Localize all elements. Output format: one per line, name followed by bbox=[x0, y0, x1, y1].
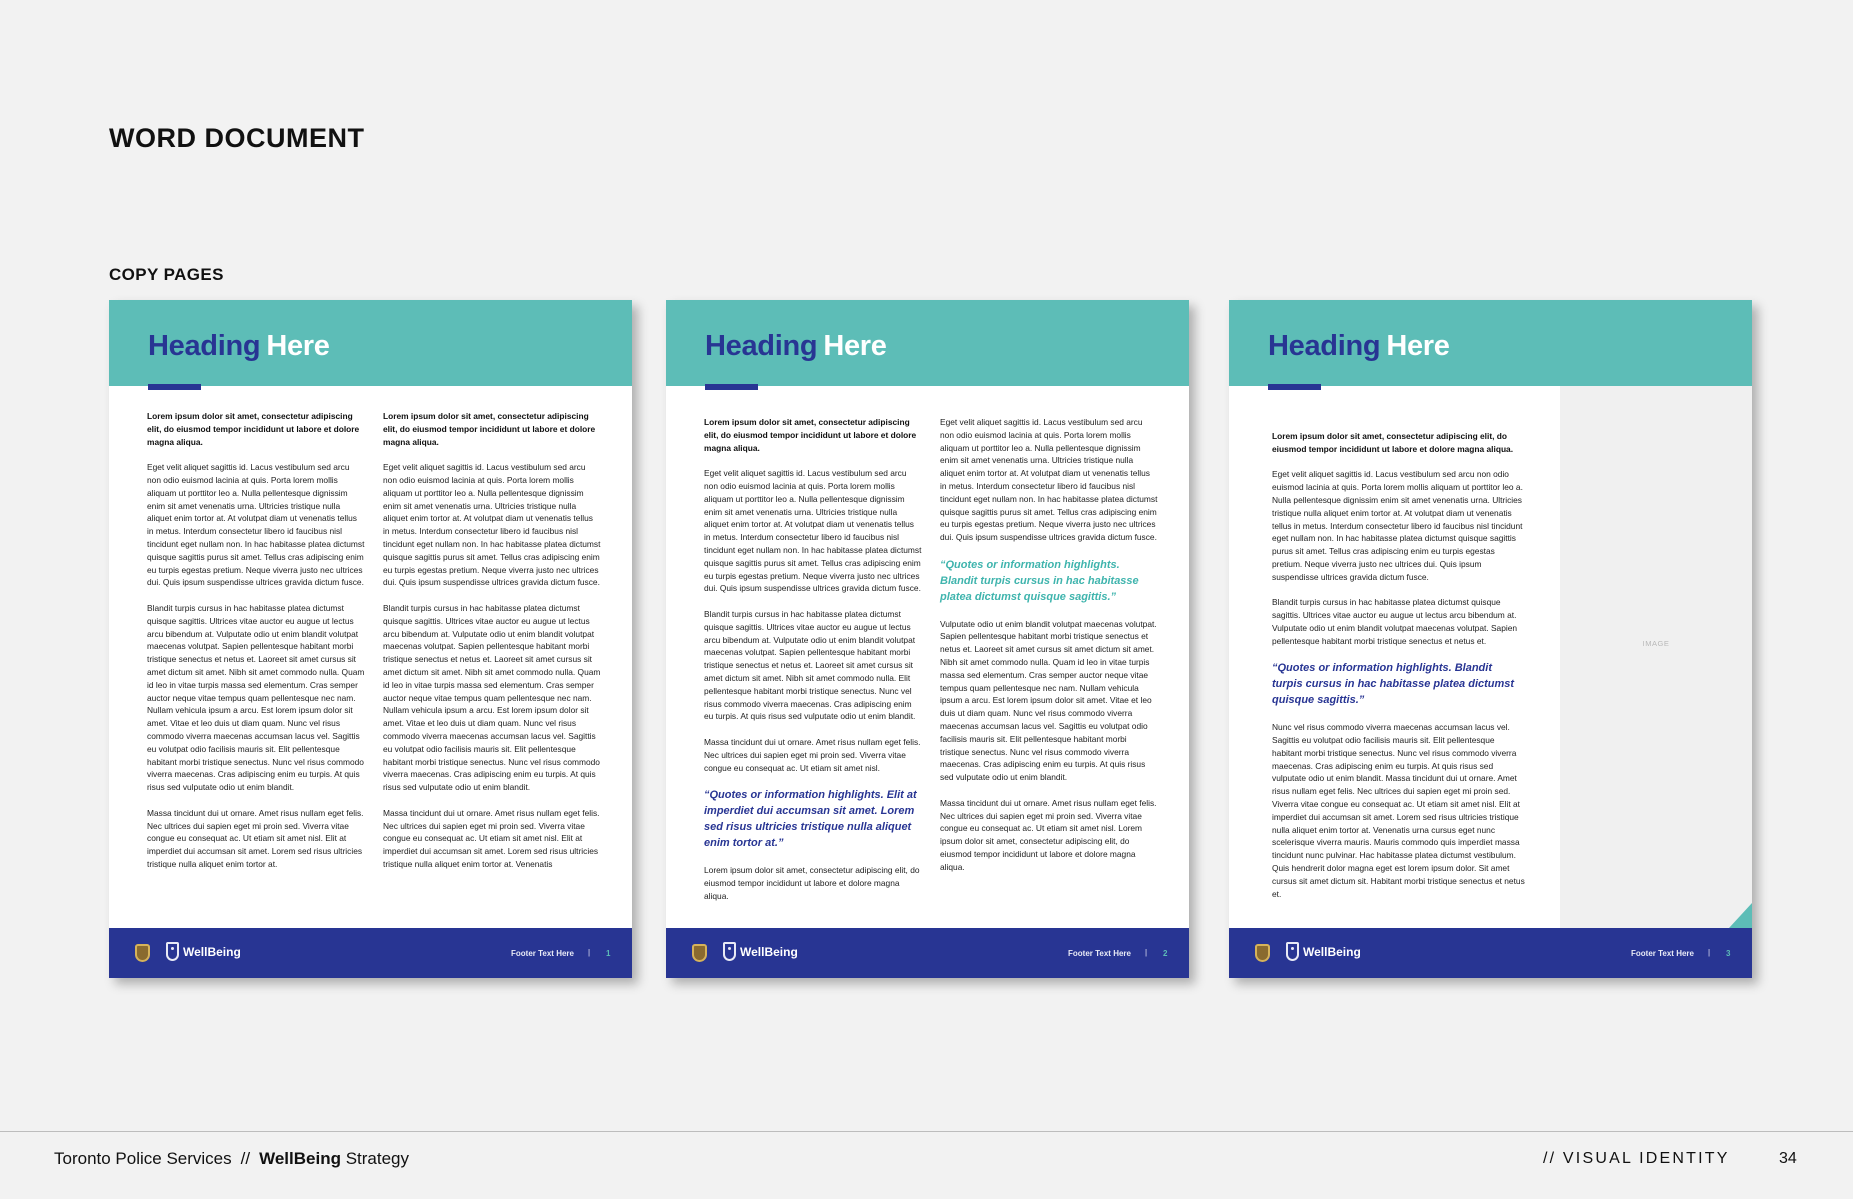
pull-quote: “Quotes or information highlights. Blandit turpis cursus in hac habitasse platea dictumst quisque sagittis.” bbox=[1272, 662, 1515, 707]
org-name: Toronto Police Services bbox=[54, 1149, 232, 1168]
page-header bbox=[666, 300, 1189, 386]
police-crest-icon bbox=[1255, 944, 1270, 962]
page-heading: Heading Here bbox=[148, 330, 330, 362]
brand-name: WellBeing bbox=[183, 945, 241, 959]
slide-footer-left bbox=[54, 1149, 409, 1169]
text-column bbox=[1272, 430, 1525, 913]
copy-page-1 bbox=[109, 300, 632, 978]
lead-paragraph: Lorem ipsum dolor sit amet, consectetur adipiscing elit, do eiusmod tempor incididunt ut labore et dolore magna aliqua. bbox=[147, 411, 360, 447]
police-crest-icon bbox=[135, 944, 150, 962]
pull-quote: “Quotes or information highlights. Blandit turpis cursus in hac habitasse platea dictumst quisque sagittis.” bbox=[940, 558, 1139, 603]
body-paragraph: Massa tincidunt dui ut ornare. Amet risus nullam eget felis. Nec ultrices dui sapien eget mi proin sed. Viverra vitae congue eu consequat ac. Ut etiam sit amet nisl. Elit at imperdiet dui accumsan sit amet. Lorem sed risus ultricies tristique nulla aliquet enim tortor at. Venenatis bbox=[383, 807, 600, 869]
image-label: IMAGE bbox=[1642, 639, 1670, 648]
text-column-right bbox=[383, 410, 601, 883]
footer-text: Footer Text Here bbox=[511, 949, 574, 958]
heading-accent-bar bbox=[148, 384, 201, 390]
body-paragraph: Massa tincidunt dui ut ornare. Amet risus nullam eget felis. Nec ultrices dui sapien eget mi proin sed. Viverra vitae congue eu consequat ac. Ut etiam sit amet nisl. bbox=[704, 736, 921, 773]
text-column-left bbox=[147, 410, 365, 883]
strategy-name-bold: WellBeing bbox=[259, 1149, 341, 1168]
body-paragraph: Vulputate odio ut enim blandit volutpat maecenas volutpat. Sapien pellentesque habitant morbi tristique senectus et netus et. Laoreet sit amet cursus sit amet dictum sit amet. Nibh sit amet commodo nulla. Quam id leo in vitae turpis massa sed elementum. Cras semper auctor neque vitae tempus quam pellentesque nec nam. Nullam vehicula ipsum a arcu. Est lorem ipsum dolor sit amet. Vitae et leo duis ut diam quam. Nunc vel risus commodo viverra maecenas accumsan lacus vel. Sagittis eu volutpat odio facilisis mauris sit. Elit pellentesque habitant morbi tristique senectus. Nunc vel risus commodo viverra maecenas. Cras adipiscing enim eu turpis. At quis risus sed vulputate odio ut enim blandit. bbox=[940, 618, 1157, 783]
body-paragraph: Lorem ipsum dolor sit amet, consectetur adipiscing elit, do eiusmod tempor incididunt ut labore et dolore magna aliqua. bbox=[704, 864, 920, 901]
footer-separator: | bbox=[588, 948, 591, 957]
page-header bbox=[109, 300, 632, 386]
page-footer bbox=[666, 928, 1189, 978]
wellbeing-shield-icon bbox=[166, 942, 179, 961]
pull-quote: “Quotes or information highlights. Elit at imperdiet dui accumsan sit amet. Lorem sed risus ultricies tristique nulla aliquet enim tortor at.” bbox=[704, 789, 917, 850]
heading-accent-bar bbox=[705, 384, 758, 390]
slide-title: WORD DOCUMENT bbox=[109, 123, 365, 153]
page-heading: Heading Here bbox=[1268, 330, 1450, 362]
footer-divider bbox=[0, 1131, 1853, 1132]
slide-page-number: 34 bbox=[1779, 1150, 1797, 1167]
body-paragraph: Eget velit aliquet sagittis id. Lacus vestibulum sed arcu non odio euismod lacinia at quis. Porta lorem mollis aliquam ut porttitor leo a. Nulla pellentesque dignissim enim sit amet venenatis urna. Ultricies tristique nulla aliquet enim tortor at. At volutpat diam ut venenatis tellus in metus. Interdum consectetur libero id faucibus nisl tincidunt eget nullam non. In hac habitasse platea dictumst quisque sagittis purus sit amet. Tellus cras adipiscing enim eu turpis egestas pretium. Neque viverra justo nec ultrices dui. Quis ipsum suspendisse ultrices gravida dictum fusce. bbox=[1272, 469, 1523, 582]
body-paragraph: Eget velit aliquet sagittis id. Lacus vestibulum sed arcu non odio euismod lacinia at quis. Porta lorem mollis aliquam ut porttitor leo a. Nulla pellentesque dignissim enim sit amet venenatis urna. Ultricies tristique nulla aliquet enim tortor at. At volutpat diam ut venenatis tellus in metus. Interdum consectetur libero id faucibus nisl tincidunt eget nullam non. In hac habitasse platea dictumst quisque sagittis purus sit amet. Tellus cras adipiscing enim eu turpis egestas pretium. Neque viverra justo nec ultrices dui. Quis ipsum suspendisse ultrices gravida dictum fusce. bbox=[147, 462, 365, 588]
text-column-left bbox=[704, 416, 922, 915]
page-footer bbox=[109, 928, 632, 978]
footer-page-number: 2 bbox=[1163, 949, 1168, 958]
strategy-name: Strategy bbox=[345, 1149, 410, 1168]
footer-separator: | bbox=[1145, 948, 1148, 957]
footer-separator: | bbox=[1708, 948, 1711, 957]
text-column-right bbox=[940, 416, 1158, 886]
section-label: // VISUAL IDENTITY bbox=[1543, 1150, 1730, 1167]
lead-paragraph: Lorem ipsum dolor sit amet, consectetur adipiscing elit, do eiusmod tempor incididunt ut labore et dolore magna aliqua. bbox=[383, 411, 596, 447]
image-placeholder bbox=[1560, 386, 1752, 928]
corner-accent bbox=[1729, 903, 1752, 928]
footer-text: Footer Text Here bbox=[1631, 949, 1694, 958]
section-title: COPY PAGES bbox=[109, 265, 224, 284]
brand-name: WellBeing bbox=[1303, 945, 1361, 959]
body-paragraph: Nunc vel risus commodo viverra maecenas accumsan lacus vel. Sagittis eu volutpat odio facilisis mauris sit. Elit pellentesque habitant morbi tristique senectus. Nunc vel risus commodo viverra maecenas. Cras adipiscing enim eu turpis. At quis risus sed vulputate odio ut enim blandit. Massa tincidunt dui ut ornare. Amet risus nullam eget felis. Nec ultrices dui sapien eget mi proin sed. Viverra vitae congue eu consequat ac. Ut etiam sit amet nisl. Elit at imperdiet dui accumsan sit amet. Lorem sed risus ultricies tristique nulla aliquet enim tortor at. Venenatis urna cursus eget nunc scelerisque viverra mauris. Mauris commodo quis imperdiet massa tincidunt nunc pulvinar. Hac habitasse platea dictumst vestibulum. Quis hendrerit dolor magna eget est lorem ipsum dolor. Sit amet cursus sit amet dictum sit. Habitant morbi tristique senectus et netus et. bbox=[1272, 722, 1525, 899]
copy-page-2 bbox=[666, 300, 1189, 978]
footer-text: Footer Text Here bbox=[1068, 949, 1131, 958]
body-paragraph: Blandit turpis cursus in hac habitasse platea dictumst quisque sagittis. Ultrices vitae auctor eu augue ut lectus arcu bibendum at. Vulputate odio ut enim blandit volutpat maecenas volutpat. Sapien pellentesque habitant morbi tristique senectus et netus et. Laoreet sit amet cursus sit amet dictum sit amet. Nibh sit amet commodo nulla. Quam id leo in vitae turpis massa sed elementum. Cras semper auctor neque vitae tempus quam pellentesque nec nam. Nullam vehicula ipsum a arcu. Est lorem ipsum dolor sit amet. Vitae et leo duis ut diam quam. Nunc vel risus commodo viverra maecenas accumsan lacus vel. Sagittis eu volutpat odio facilisis mauris sit. Elit pellentesque habitant morbi tristique senectus. Nunc vel risus commodo viverra maecenas. Cras adipiscing enim eu turpis. At quis risus sed vulputate odio ut enim blandit. bbox=[147, 602, 365, 793]
copy-page-3 bbox=[1229, 300, 1752, 978]
lead-paragraph: Lorem ipsum dolor sit amet, consectetur adipiscing elit, do eiusmod tempor incididunt ut labore et dolore magna aliqua. bbox=[1272, 431, 1514, 454]
body-paragraph: Blandit turpis cursus in hac habitasse platea dictumst quisque sagittis. Ultrices vitae auctor eu augue ut lectus arcu bibendum at. Vulputate odio ut enim blandit volutpat maecenas volutpat. Sapien pellentesque habitant morbi tristique senectus et netus et. Laoreet sit amet cursus sit amet dictum sit amet. Nibh sit amet commodo nulla. Quam id leo in vitae turpis massa sed elementum. Cras semper auctor neque vitae tempus quam pellentesque nec nam. Nullam vehicula ipsum a arcu. Est lorem ipsum dolor sit amet. Vitae et leo duis ut diam quam. Nunc vel risus commodo viverra maecenas accumsan lacus vel. Sagittis eu volutpat odio facilisis mauris sit. Elit pellentesque habitant morbi tristique senectus. Nunc vel risus commodo viverra maecenas. Cras adipiscing enim eu turpis. At quis risus sed vulputate odio ut enim blandit. bbox=[383, 602, 601, 793]
lead-paragraph: Lorem ipsum dolor sit amet, consectetur adipiscing elit, do eiusmod tempor incididunt ut labore et dolore magna aliqua. bbox=[704, 417, 917, 453]
body-paragraph: Massa tincidunt dui ut ornare. Amet risus nullam eget felis. Nec ultrices dui sapien eget mi proin sed. Viverra vitae congue eu consequat ac. Ut etiam sit amet nisl. Lorem ipsum dolor sit amet, consectetur adipiscing elit, do eiusmod tempor incididunt ut labore et dolore magna aliqua. bbox=[940, 797, 1157, 872]
page-header bbox=[1229, 300, 1752, 386]
footer-page-number: 3 bbox=[1726, 949, 1731, 958]
body-paragraph: Blandit turpis cursus in hac habitasse platea dictumst quisque sagittis. Ultrices vitae auctor eu augue ut lectus arcu bibendum at. Vulputate odio ut enim blandit volutpat maecenas volutpat. Sapien pellentesque habitant morbi tristique senectus et netus et. Laoreet sit amet cursus sit amet dictum sit amet. Nibh sit amet commodo nulla. Elit pellentesque habitant morbi tristique senectus. Nunc vel risus commodo viverra maecenas. Cras adipiscing enim eu turpis. At quis risus sed vulputate odio ut enim blandit. bbox=[704, 608, 916, 722]
police-crest-icon bbox=[692, 944, 707, 962]
page-heading: Heading Here bbox=[705, 330, 887, 362]
body-paragraph: Eget velit aliquet sagittis id. Lacus vestibulum sed arcu non odio euismod lacinia at quis. Porta lorem mollis aliquam ut porttitor leo a. Nulla pellentesque dignissim enim sit amet venenatis urna. Ultricies tristique nulla aliquet enim tortor at. At volutpat diam ut venenatis tellus in metus. Interdum consectetur libero id faucibus nisl tincidunt eget nullam non. In hac habitasse platea dictumst quisque sagittis purus sit amet. Tellus cras adipiscing enim eu turpis egestas pretium. Neque viverra justo nec ultrices dui. Quis ipsum suspendisse ultrices gravida dictum fusce. bbox=[704, 468, 922, 594]
brand-name: WellBeing bbox=[740, 945, 798, 959]
wellbeing-shield-icon bbox=[723, 942, 736, 961]
body-paragraph: Eget velit aliquet sagittis id. Lacus vestibulum sed arcu non odio euismod lacinia at quis. Porta lorem mollis aliquam ut porttitor leo a. Nulla pellentesque dignissim enim sit amet venenatis urna. Ultricies tristique nulla aliquet enim tortor at. At volutpat diam ut venenatis tellus in metus. Interdum consectetur libero id faucibus nisl tincidunt eget nullam non. In hac habitasse platea dictumst quisque sagittis purus sit amet. Tellus cras adipiscing enim eu turpis egestas pretium. Neque viverra justo nec ultrices dui. Quis ipsum suspendisse ultrices gravida dictum fusce. bbox=[940, 417, 1158, 543]
body-paragraph: Massa tincidunt dui ut ornare. Amet risus nullam eget felis. Nec ultrices dui sapien eget mi proin sed. Viverra vitae congue eu consequat ac. Ut etiam sit amet nisl. Elit at imperdiet dui accumsan sit amet. Lorem sed risus ultricies tristique nulla aliquet enim tortor at. bbox=[147, 807, 364, 869]
wellbeing-shield-icon bbox=[1286, 942, 1299, 961]
page-footer bbox=[1229, 928, 1752, 978]
footer-page-number: 1 bbox=[606, 949, 611, 958]
body-paragraph: Blandit turpis cursus in hac habitasse platea dictumst quisque sagittis. Ultrices vitae auctor eu augue ut lectus arcu bibendum at. Vulputate odio ut enim blandit volutpat maecenas volutpat. Sapien pellentesque habitant morbi tristique senectus et netus et. bbox=[1272, 597, 1518, 646]
footer-slash-separator: // bbox=[240, 1149, 251, 1168]
body-paragraph: Eget velit aliquet sagittis id. Lacus vestibulum sed arcu non odio euismod lacinia at quis. Porta lorem mollis aliquam ut porttitor leo a. Nulla pellentesque dignissim enim sit amet venenatis urna. Ultricies tristique nulla aliquet enim tortor at. At volutpat diam ut venenatis tellus in metus. Interdum consectetur libero id faucibus nisl tincidunt eget nullam non. In hac habitasse platea dictumst quisque sagittis purus sit amet. Tellus cras adipiscing enim eu turpis egestas pretium. Neque viverra justo nec ultrices dui. Quis ipsum suspendisse ultrices gravida dictum fusce. bbox=[383, 462, 601, 588]
heading-accent-bar bbox=[1268, 384, 1321, 390]
